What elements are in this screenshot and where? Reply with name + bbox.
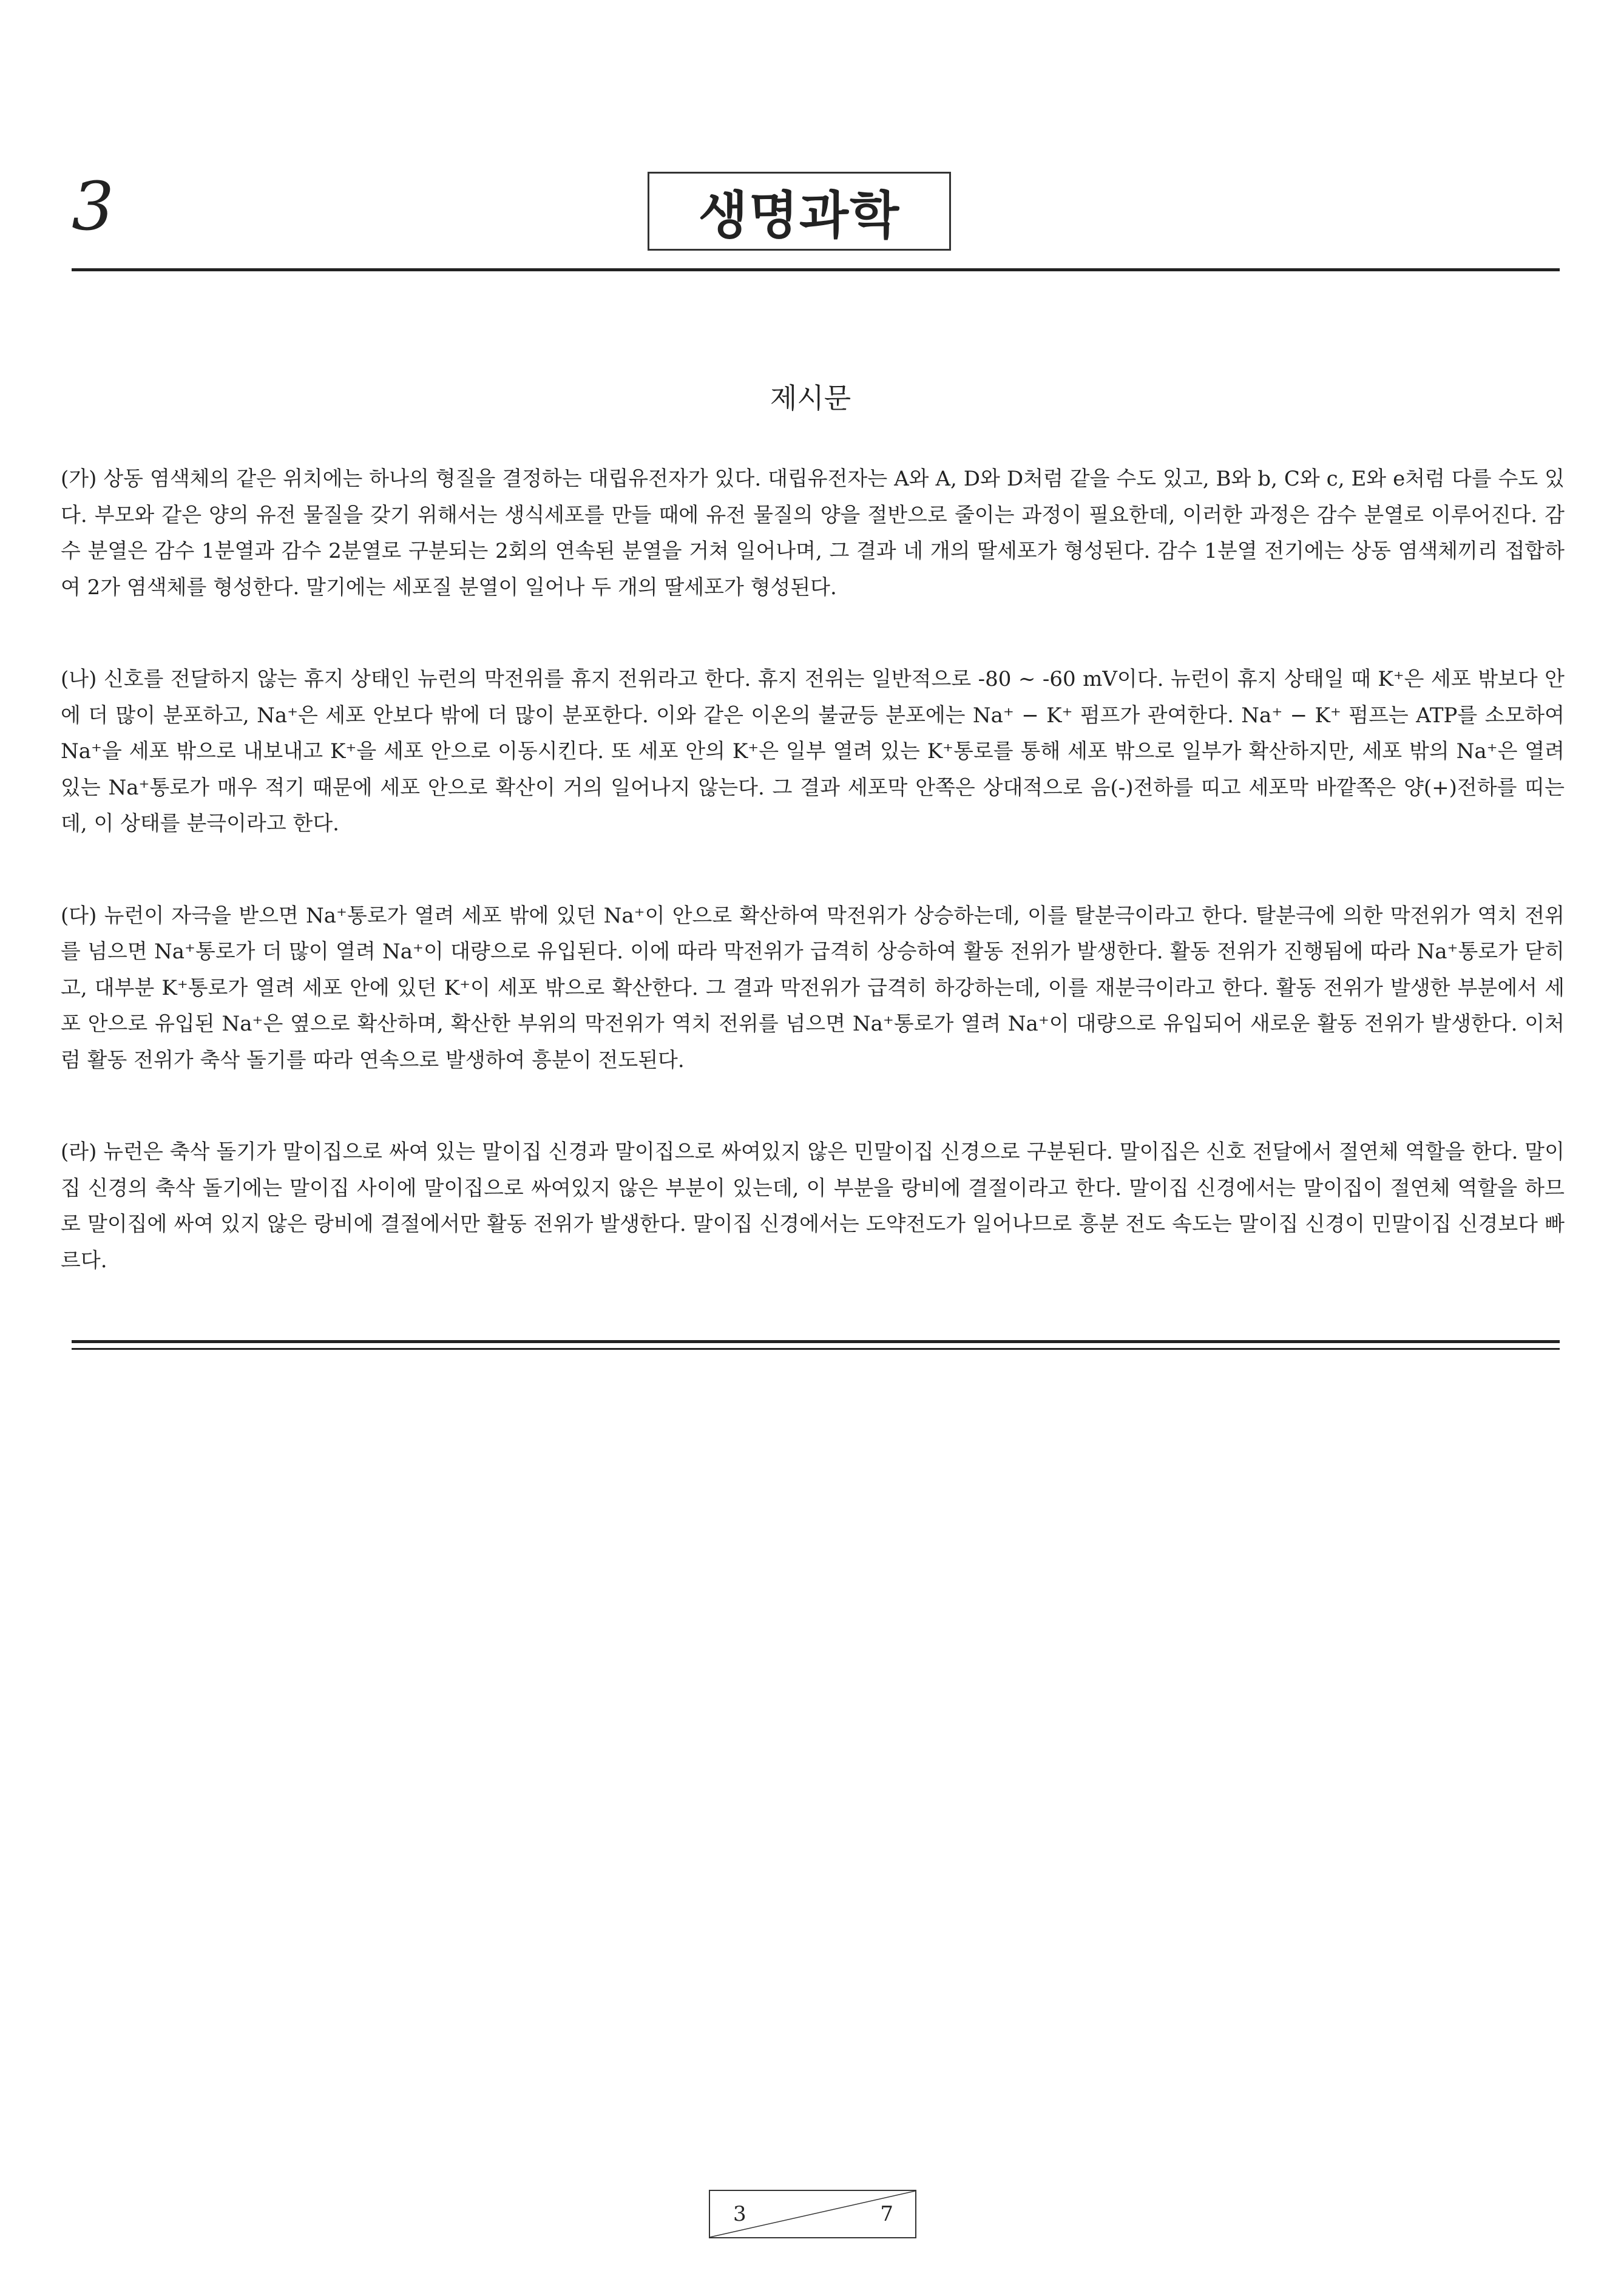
total-page-count: 7 [880, 2202, 893, 2226]
section-number: 3 [72, 168, 114, 245]
paragraph-ra: (라) 뉴런은 축삭 돌기가 말이집으로 싸여 있는 말이집 신경과 말이집으로 싸여있지 않은 민말이집 신경으로 구분된다. 말이집은 신호 전달에서 절연체 역할을 한다. 말이집 신경의 축삭 돌기에는 말이집 사이에 말이집으로 싸여있지 않은 부분이 있는데, 이 부분을 랑비에 결절이라고 한다. 말이집 신경에서는 말이집이 절연체 역할을 하므로 말이집에 싸여 있지 않은 랑비에 결절에서만 활동 전위가 발생한다. 말이집 신경에서는 도약전도가 일어나므로 흥분 전도 속도는 말이집 신경이 민말이집 신경보다 빠르다. [61, 1140, 1565, 1273]
passage-body [61, 461, 1565, 1335]
page-indicator [709, 2190, 916, 2238]
end-divider [72, 1340, 1560, 1343]
section-title: 제시문 [770, 382, 851, 415]
header-divider [72, 268, 1560, 271]
end-divider-secondary [72, 1348, 1560, 1350]
paragraph-na: (나) 신호를 전달하지 않는 휴지 상태인 뉴런의 막전위를 휴지 전위라고 한다. 휴지 전위는 일반적으로 -80 ~ -60 mV이다. 뉴런이 휴지 상태일 때 K⁺은 세포 밖보다 안에 더 많이 분포하고, Na⁺은 세포 안보다 밖에 더 많이 분포한다. 이와 같은 이온의 불균등 분포에는 Na⁺ − K⁺ 펌프가 관여한다. Na⁺ − K⁺ 펌프는 ATP를 소모하여 Na⁺을 세포 밖으로 내보내고 K⁺을 세포 안으로 이동시킨다. 또 세포 안의 K⁺은 일부 열려 있는 K⁺통로를 통해 세포 밖으로 일부가 확산하지만, 세포 밖의 Na⁺은 열려 있는 Na⁺통로가 매우 적기 때문에 세포 안으로 확산이 거의 일어나지 않는다. 그 결과 세포막 안쪽은 상대적으로 음(-)전하를 띠고 세포막 바깥쪽은 양(+)전하를 띠는데, 이 상태를 분극이라고 한다. [61, 667, 1565, 836]
paragraph-ga: (가) 상동 염색체의 같은 위치에는 하나의 형질을 결정하는 대립유전자가 있다. 대립유전자는 A와 A, D와 D처럼 같을 수도 있고, B와 b, C와 c, E와 e처럼 다를 수도 있다. 부모와 같은 양의 유전 물질을 갖기 위해서는 생식세포를 만들 때에 유전 물질의 양을 절반으로 줄이는 과정이 필요한데, 이러한 과정은 감수 분열로 이루어진다. 감수 분열은 감수 1분열과 감수 2분열로 구분되는 2회의 연속된 분열을 거쳐 일어나며, 그 결과 네 개의 딸세포가 형성된다. 감수 1분열 전기에는 상동 염색체끼리 접합하여 2가 염색체를 형성한다. 말기에는 세포질 분열이 일어나 두 개의 딸세포가 형성된다. [61, 467, 1565, 600]
paragraph-da: (다) 뉴런이 자극을 받으면 Na⁺통로가 열려 세포 밖에 있던 Na⁺이 안으로 확산하여 막전위가 상승하는데, 이를 탈분극이라고 한다. 탈분극에 의한 막전위가 역치 전위를 넘으면 Na⁺통로가 더 많이 열려 Na⁺이 대량으로 유입된다. 이에 따라 막전위가 급격히 상승하여 활동 전위가 발생한다. 활동 전위가 진행됨에 따라 Na⁺통로가 닫히고, 대부분 K⁺통로가 열려 세포 안에 있던 K⁺이 세포 밖으로 확산한다. 그 결과 막전위가 급격히 하강하는데, 이를 재분극이라고 한다. 활동 전위가 발생한 부분에서 세포 안으로 유입된 Na⁺은 옆으로 확산하며, 확산한 부위의 막전위가 역치 전위를 넘으면 Na⁺통로가 열려 Na⁺이 대량으로 유입되어 새로운 활동 전위가 발생한다. 이처럼 활동 전위가 축삭 돌기를 따라 연속으로 발생하여 흥분이 전도된다. [61, 903, 1565, 1072]
current-page-number: 3 [733, 2202, 746, 2226]
subject-title: 생명과학 [648, 172, 951, 251]
